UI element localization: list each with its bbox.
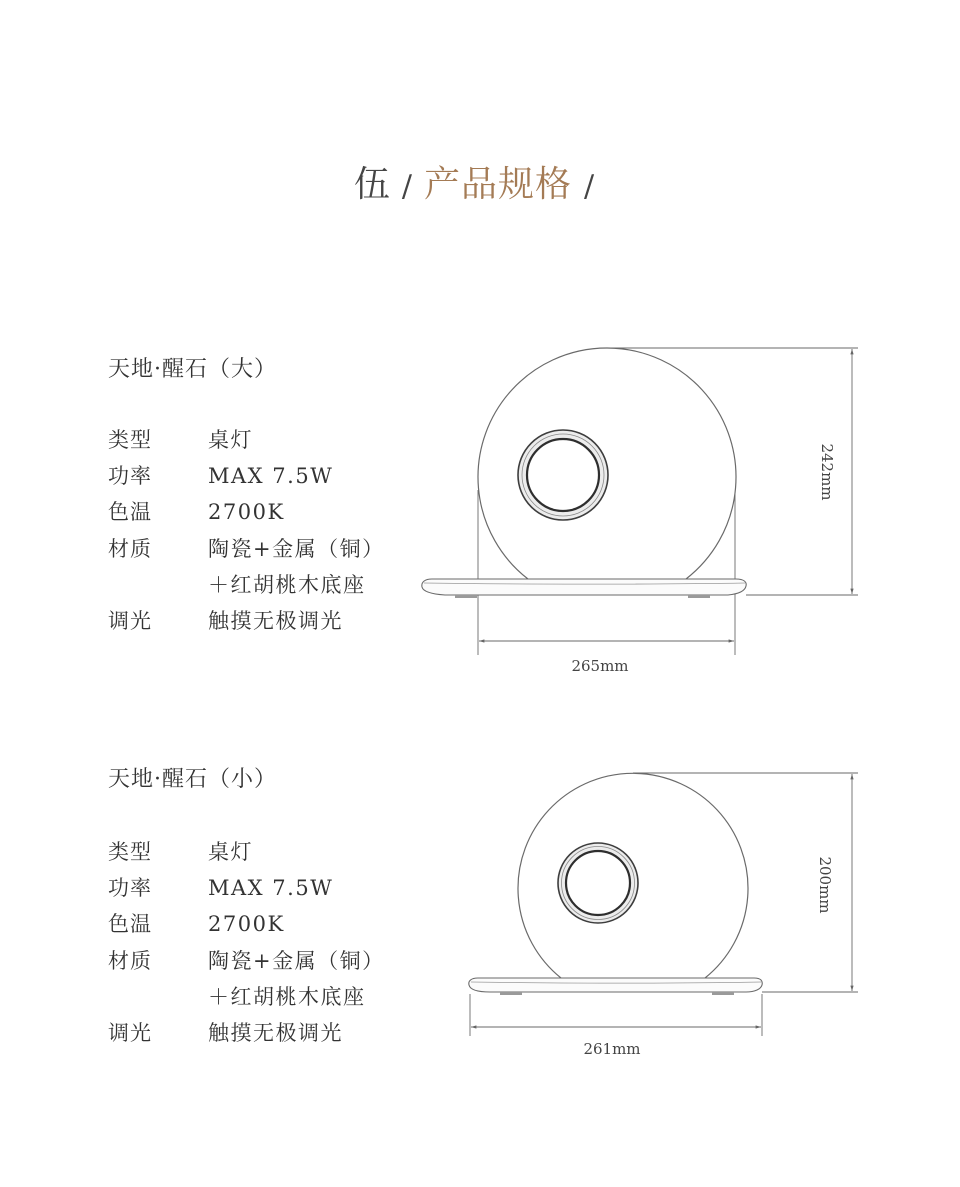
- spec-list-large: [108, 422, 428, 639]
- spec-value: ＋红胡桃木底座: [208, 572, 366, 597]
- lamp-base: [422, 579, 746, 595]
- page-title: [0, 160, 960, 212]
- spec-label-spacer: [108, 567, 208, 603]
- spec-label: 调光: [108, 608, 152, 633]
- width-label: 261mm: [583, 1040, 641, 1058]
- spec-label: 功率: [108, 876, 152, 901]
- spec-value: 桌灯: [208, 428, 253, 452]
- spec-value: 陶瓷+金属（铜）: [208, 948, 385, 973]
- spec-label: 色温: [108, 912, 152, 937]
- spec-row-power: [108, 458, 428, 494]
- spec-row-material: [108, 531, 428, 567]
- height-label: 200mm: [816, 856, 834, 914]
- spec-value: 2700K: [208, 912, 285, 937]
- lamp-ring-inner: [566, 851, 630, 915]
- spec-label: 色温: [108, 500, 152, 525]
- width-label: 265mm: [571, 657, 629, 675]
- lamp-ring-inner: [527, 439, 599, 511]
- spec-row-color-temp: [108, 494, 428, 530]
- spec-value: 桌灯: [208, 840, 253, 864]
- spec-label: 材质: [108, 536, 152, 561]
- spec-value: MAX 7.5W: [208, 464, 334, 489]
- lamp-foot-right: [712, 992, 734, 995]
- title-slash-left: /: [401, 169, 412, 204]
- spec-label: 调光: [108, 1020, 152, 1045]
- spec-row-dimming: [108, 1015, 428, 1051]
- spec-value: 陶瓷+金属（铜）: [208, 536, 385, 561]
- lamp-large-diagram: [400, 330, 880, 690]
- spec-row-power: [108, 870, 428, 906]
- spec-row-color-temp: [108, 906, 428, 942]
- lamp-base: [469, 978, 762, 992]
- spec-label: 类型: [108, 428, 152, 452]
- spec-label: 类型: [108, 840, 152, 864]
- spec-row-type: [108, 834, 428, 870]
- spec-row-material: [108, 943, 428, 979]
- section-title: 产品规格: [424, 164, 573, 205]
- spec-value: 2700K: [208, 500, 285, 525]
- spec-value: 触摸无极调光: [208, 608, 343, 633]
- spec-label-spacer: [108, 979, 208, 1015]
- section-number: 伍: [353, 164, 390, 205]
- spec-row-dimming: [108, 603, 428, 639]
- height-label: 242mm: [818, 443, 836, 501]
- lamp-small-diagram: [400, 755, 880, 1075]
- spec-list-small: [108, 834, 428, 1051]
- title-slash-right: /: [584, 169, 595, 204]
- lamp-foot-left: [500, 992, 522, 995]
- spec-value: ＋红胡桃木底座: [208, 984, 366, 1009]
- spec-value: MAX 7.5W: [208, 876, 334, 901]
- product-name-large: 天地·醒石（大）: [108, 357, 277, 382]
- spec-label: 材质: [108, 948, 152, 973]
- lamp-foot-left: [455, 595, 477, 598]
- spec-row-material-cont: [108, 567, 428, 603]
- product-name-small: 天地·醒石（小）: [108, 767, 277, 792]
- spec-value: 触摸无极调光: [208, 1020, 343, 1045]
- lamp-foot-right: [688, 595, 710, 598]
- spec-row-material-cont: [108, 979, 428, 1015]
- spec-row-type: [108, 422, 428, 458]
- spec-label: 功率: [108, 464, 152, 489]
